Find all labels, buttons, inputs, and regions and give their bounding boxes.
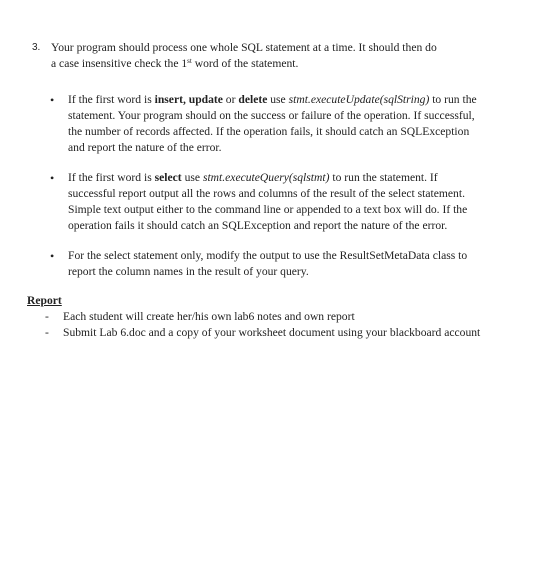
report-item-text: Submit Lab 6.doc and a copy of your worksheet document using your blackboard account [63,326,481,339]
text-run: If the first word is [68,93,155,106]
text-run: to run the statement. If successful report output all the rows and columns of the result of the select statement. Simple text output either to the command line or appended to a text box will do. If the operation fails it should catch an SQLException and report the nature of the error. [68,171,468,232]
item-3-text [51,40,501,72]
text-run: For the select statement only, modify the output to use the ResultSetMetaData class to report the column names in the result of your query. [68,249,468,278]
bullet-text [68,248,488,280]
text-run: use [267,93,289,106]
text-run: to run the statement. Your program should on the success or failure of the operation. If successful, the number of records affected. If the operation fails, it should catch an SQLException and report the nature of the error. [68,93,477,154]
bold-keyword: insert, update [154,93,223,106]
ordinal-superscript: st [187,57,192,65]
text-run: If the first word is [68,171,155,184]
bullet-item-metadata [48,248,488,280]
report-heading: Report [27,294,62,307]
report-item [27,309,517,325]
item-3-line-1: Your program should process one whole SQL statement at a time. It should then do [51,41,437,54]
item-3-line-2-start: a case insensitive check the 1 [51,57,188,70]
bullet-icon: • [50,249,55,263]
dash-marker: - [45,326,49,339]
bullet-item-select [48,170,488,234]
bold-keyword: delete [238,93,268,106]
report-item-text: Each student will create her/his own lab6 notes and own report [63,310,355,323]
bullet-text [68,92,488,156]
report-item [27,325,517,341]
bullet-icon: • [50,93,55,107]
bullet-item-update [48,92,488,156]
code-method: stmt.executeUpdate(sqlString) [288,93,430,106]
item-number: 3. [32,42,41,53]
bold-keyword: select [154,171,182,184]
text-run: or [222,93,239,106]
bullet-icon: • [50,171,55,185]
bullet-list [48,92,488,294]
dash-marker: - [45,310,49,323]
report-list [27,309,517,341]
text-run: use [181,171,203,184]
bullet-text [68,170,488,234]
report-section [27,293,517,341]
item-3-line-2-end: word of the statement. [191,57,299,70]
code-method: stmt.executeQuery(sqlstmt) [202,171,330,184]
